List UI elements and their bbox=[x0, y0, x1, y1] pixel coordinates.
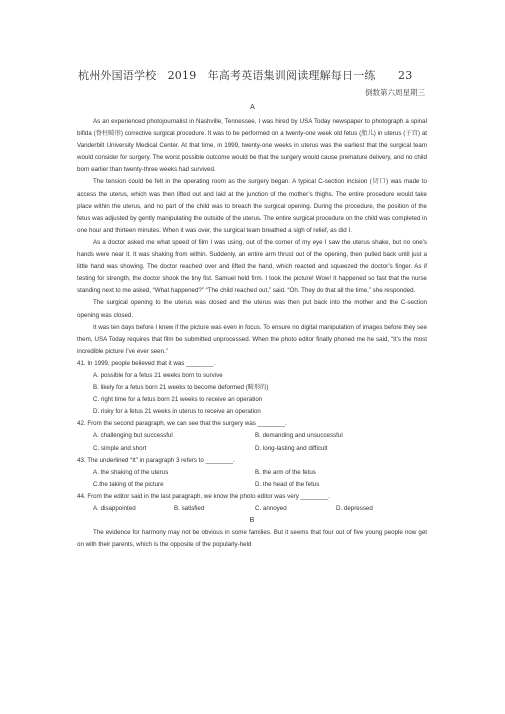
question-option: B. the arm of the fetus bbox=[255, 468, 316, 476]
question-option: C. annoyed bbox=[255, 505, 287, 512]
question-stem: 41. In 1999, people believed that it was ________. bbox=[77, 359, 216, 367]
question-option: B. demanding and unsuccessful bbox=[255, 432, 343, 440]
option-row bbox=[77, 479, 427, 491]
page-subtitle: 倒数第六周星期三 bbox=[365, 88, 425, 97]
question-option: D. depressed bbox=[336, 505, 373, 512]
question-stem: 43. The underlined “It” in paragraph 3 refers to ________. bbox=[77, 456, 235, 464]
page-title: 杭州外国语学校 2019 年高考英语集训阅读理解每日一练 23 bbox=[78, 69, 413, 82]
question-option: D. risky for a fetus 21 weeks in uterus to receive an operation bbox=[93, 408, 261, 416]
question-option: B. likely for a fetus born 21 weeks to become deformed (畸形的) bbox=[93, 384, 269, 392]
passage-paragraph: It was ten days before I knew if the picture was even in focus. To ensure no digital manipulation of images before they see them, USA Today requires that film be submitted unprocessed. When the photo editor finally phoned me he said, “It’s the most incredible picture I’ve ever seen.” bbox=[77, 323, 427, 355]
question-option: D. the head of the fetus bbox=[255, 480, 320, 488]
question-option: A. disappointed bbox=[93, 505, 136, 512]
question-option: C.the taking of the picture bbox=[93, 480, 164, 488]
passage-paragraph: As a doctor asked me what speed of film I was using, out of the corner of my eye I saw the uterus shake, but no one’s hands were near it. It was shaking from within. Suddenly, an entire arm thrust out of the opening, then pulled back until just a little hand was showing. The doctor reached over and lifted the hand, which reacted and squeezed the doctor’s finger. As if testing for strength, the doctor shook the tiny fist. Samuel held firm. I took the picture! Wow! It happened so fast that the nurse standing next to me asked, “What happened?” “The child reached out,” said. “Oh. They do that all the time,” she responded. bbox=[77, 238, 427, 295]
question-option: A. challenging but successful bbox=[93, 432, 173, 440]
section-a-label: A bbox=[250, 104, 255, 111]
passage-paragraph: As an experienced photojournalist in Nashville, Tennessee, I was hired by USA Today newspaper to photograph a spinal bifida (脊柱畸形) corrective surgical procedure. It was to be performed on a twenty-one week old fetus (胎儿) in uterus (子宫) at Vanderbilt University Medical Center. At that time, in 1999, twenty-one weeks in uterus was the earliest that the surgical team would consider for surgery. The worst possible outcome would be that the surgery would cause premature delivery, and no child born earlier than twenty-three weeks had survived. bbox=[77, 118, 427, 174]
question-stem: 44. From the editor said in the last paragraph, we know the photo editor was very ________. bbox=[77, 492, 330, 500]
passage-paragraph: The surgical opening to the uterus was closed and the uterus was then put back into the mother and the C-section opening was closed. bbox=[77, 299, 427, 319]
passage-paragraph: The evidence for harmony may not be obvious in some families. But it seems that four out of five young people now get on with their parents, which is the opposite of the popularly-held bbox=[77, 529, 427, 549]
section-b-label: B bbox=[249, 517, 255, 525]
question-option: B. satisfied bbox=[174, 505, 205, 512]
question-stem: 42. From the second paragraph, we can see that the surgery was ________. bbox=[77, 420, 287, 428]
question-option: A. the shaking of the uterus bbox=[93, 468, 169, 476]
option-row bbox=[77, 430, 427, 442]
question-option: A. possible for a fetus 21 weeks born to survive bbox=[93, 371, 223, 379]
option-row bbox=[77, 503, 427, 515]
question-option: C. simple and short bbox=[93, 444, 147, 452]
option-row bbox=[77, 467, 427, 479]
option-row bbox=[77, 443, 427, 455]
passage-paragraph: The tension could be felt in the operating room as the surgery began. A typical C-section incision (切口) was made to access the uterus, which was then lifted out and laid at the junction of the mother’s thighs. The entire procedure would take place within the uterus, and no part of the child was to breach the surgical opening. During the procedure, the position of the fetus was adjusted by gently manipulating the outside of the uterus. The entire surgical procedure on the child was completed in one hour and thirteen minutes. When it was over, the surgical team breathed a sigh of relief, as did I. bbox=[77, 178, 427, 234]
question-option: C. right time for a fetus born 21 weeks to receive an operation bbox=[93, 396, 263, 404]
section-a-passage bbox=[77, 116, 427, 551]
question-option: D. long-lasting and difficult bbox=[255, 444, 328, 452]
